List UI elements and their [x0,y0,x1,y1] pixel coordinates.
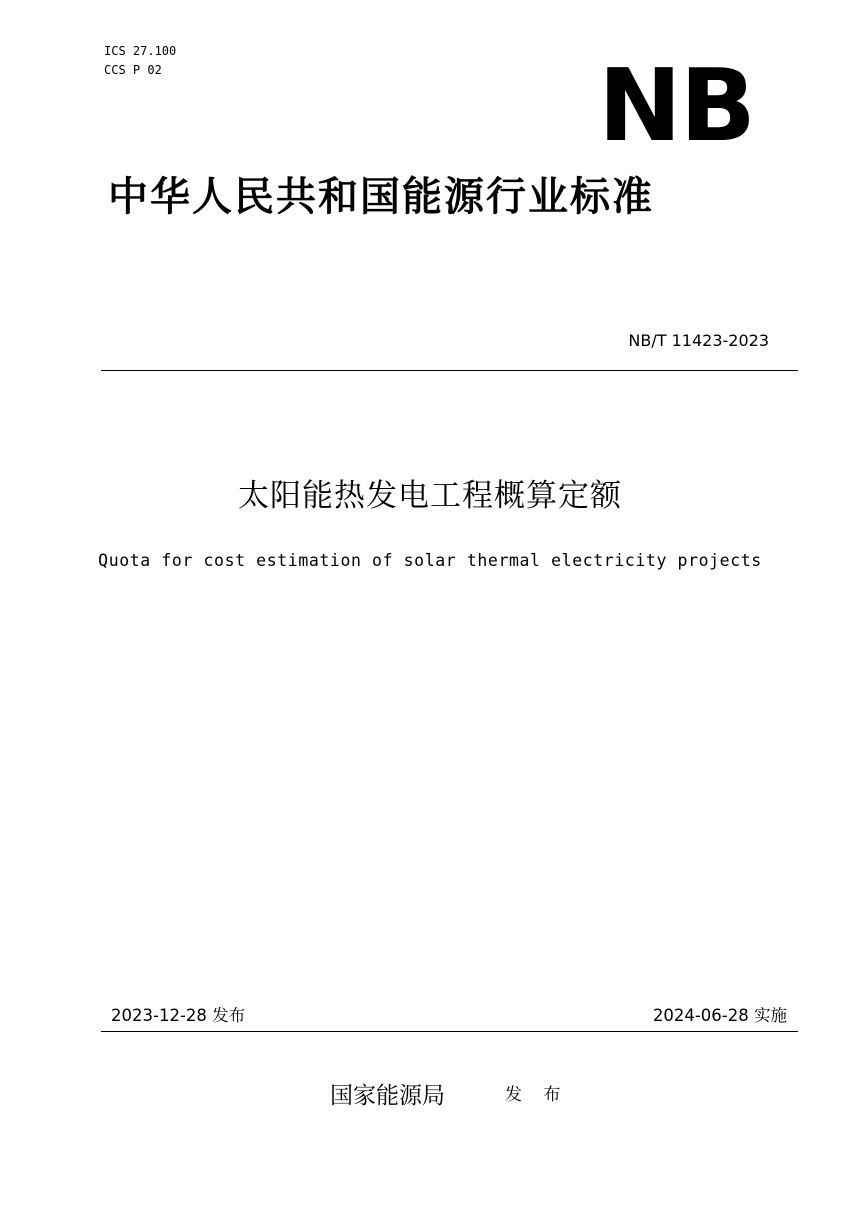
document-title-en: Quota for cost estimation of solar thermal electricity projects [98,551,762,570]
bottom-divider [101,1031,798,1032]
standard-number: NB/T 11423-2023 [628,331,769,350]
nb-logo: NB [598,47,754,164]
issuing-authority: 国家能源局 [330,1083,445,1109]
ccs-code: CCS P 02 [104,63,162,77]
issued-label: 发 布 [505,1085,569,1105]
standard-category-heading: 中华人民共和国能源行业标准 [108,174,654,220]
top-divider [101,370,798,371]
implementation-date: 2024-06-28 实施 [652,1006,787,1025]
publish-date: 2023-12-28 发布 [111,1006,246,1025]
ics-code: ICS 27.100 [104,44,177,58]
document-title-cn: 太阳能热发电工程概算定额 [238,478,622,514]
